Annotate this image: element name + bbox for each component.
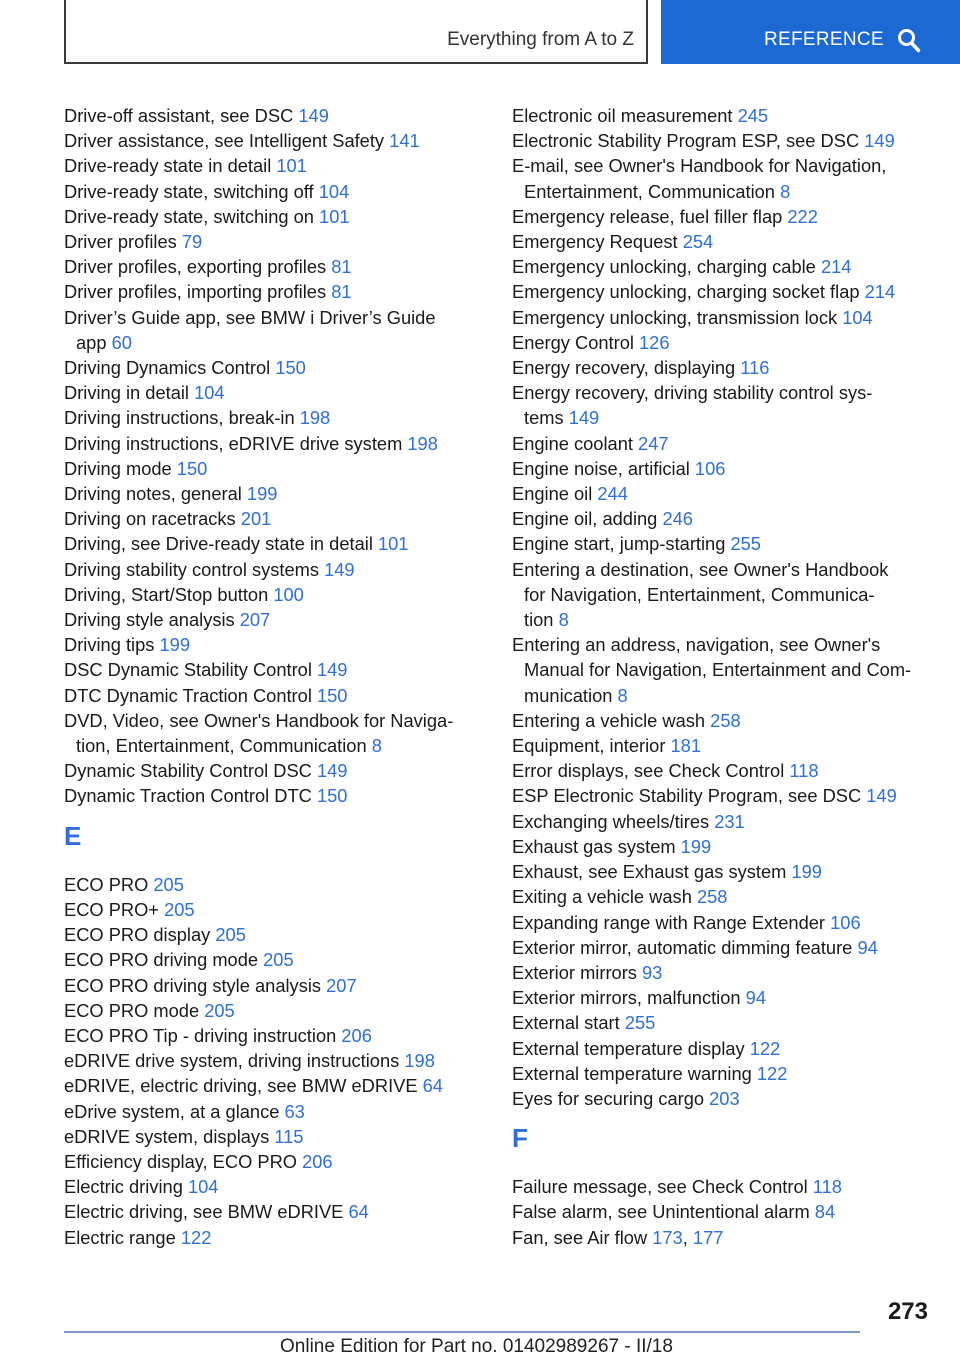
index-entry [64,1124,474,1149]
page-reference-link[interactable]: 205 [153,873,184,895]
page-reference-link[interactable]: 199 [246,483,278,505]
index-entry-text: Driving notes, general [64,483,247,505]
index-entry-text: Exterior mirror, automatic dimming feature [512,936,858,958]
page-reference-link[interactable]: 8 [780,180,791,202]
index-entry-text: app [76,331,112,353]
index-entry-text: Driver assistance, see Intelligent Safety [64,130,390,152]
index-entry [64,531,474,556]
index-entry-text: Electronic oil measurement [512,105,738,126]
index-entry-text: Drive-ready state in detail [64,155,277,177]
index-entry-text: ECO PRO+ [64,898,165,920]
index-entry-text: munication [524,684,618,706]
index-entry-text: ECO PRO [64,873,154,895]
index-entry [64,1099,474,1124]
page-reference-link[interactable]: 116 [740,357,770,379]
index-entry-text: Eyes for securing cargo [512,1087,710,1109]
page-reference-link[interactable]: 104 [194,382,225,404]
footer-edition: Online Edition for Part no. 01402989267 - II/18 [280,1336,673,1357]
index-entry [64,708,474,758]
index-column-left [64,103,474,1250]
page-reference-link[interactable]: 101 [319,205,350,227]
index-entry-text: Driving in detail [64,382,195,404]
index-entry [512,128,932,153]
page-reference-link[interactable]: 8 [617,684,628,706]
index-entry-text: Exchanging wheels/tires [512,810,715,832]
page-reference-link[interactable]: 115 [274,1125,304,1147]
index-entry [64,431,474,456]
index-entry [512,103,932,128]
index-entry-text: Expanding range with Range Extender [512,911,831,933]
index-entry-text: Exhaust gas system [512,835,681,857]
index-entry [64,657,474,682]
index-entry-text: tion [524,609,559,631]
index-entry [512,1174,932,1199]
header-section-box [64,0,648,64]
index-entry-text: Driving, see Drive-ready state in detail [64,533,378,555]
index-entry-text: ECO PRO mode [64,999,205,1021]
index-entry [512,279,932,304]
page-reference-link[interactable]: 81 [331,281,352,303]
index-entry-text: Entering an address, navigation, see Owner's [512,634,881,656]
index-entry-text: Driver profiles [64,231,182,253]
index-entry-text: Failure message, see Check Control [512,1176,813,1198]
index-entry-text: eDRIVE drive system, driving instructions [64,1050,405,1072]
page-reference-link[interactable]: 254 [682,231,714,253]
index-entry [512,1199,932,1224]
page-reference-link[interactable]: 206 [341,1024,372,1046]
index-entry [512,884,932,909]
page-reference-link[interactable]: 94 [745,987,766,1009]
index-entry-text: Driving, Start/Stop button [64,583,274,605]
index-entry [512,809,932,834]
page-reference-link[interactable]: 201 [240,508,272,530]
page-reference-link[interactable]: 84 [814,1201,836,1223]
page-reference-link[interactable]: 101 [276,155,307,177]
index-entry-text: Engine noise, artificial [512,457,695,479]
index-entry-text: Energy recovery, driving stability control sys- [512,382,873,404]
index-entry-text: Engine oil [512,483,598,505]
index-entry-text: Emergency Request [512,231,683,253]
index-entry-text: External temperature display [512,1037,750,1059]
page-reference-link[interactable]: 101 [377,533,409,555]
page-reference-link[interactable]: 149 [316,659,348,681]
page-number: 273 [887,1298,928,1325]
page-reference-link[interactable]: 149 [866,785,897,807]
index-entry [512,481,932,506]
index-entry-text: Manual for Navigation, Entertainment and Com- [524,659,912,681]
index-entry-text: E-mail, see Owner's Handbook for Navigation, [512,155,887,177]
index-entry [512,985,932,1010]
index-entry [64,1225,474,1250]
index-entry-text: Driving style analysis [64,609,240,631]
index-entry-text: External temperature warning [512,1062,757,1084]
page-reference-link[interactable]: 150 [316,684,348,706]
index-entry-text: ESP Electronic Stability Program, see DSC [512,785,867,807]
page-reference-link[interactable]: 198 [299,407,331,429]
index-entry-text: Electric range [64,1226,181,1248]
index-entry [64,998,474,1023]
index-entry [512,1036,932,1061]
page-reference-link[interactable]: 205 [215,924,246,946]
page-reference-link[interactable]: 199 [159,634,191,656]
index-entry-text: Engine coolant [512,432,639,454]
index-entry-text: Driver profiles, exporting profiles [64,256,332,278]
index-entry-text: External start [512,1012,625,1034]
page-reference-link[interactable]: 106 [694,457,726,479]
page-reference-link[interactable]: 122 [749,1037,781,1059]
index-entry [64,179,474,204]
chapter-title: REFERENCE [764,29,884,50]
page-reference-link[interactable]: 79 [181,231,203,253]
index-entry-text: Emergency release, fuel filler flap [512,205,788,227]
index-entry-text: Error displays, see Check Control [512,760,790,782]
index-entry [64,456,474,481]
index-entry-text: Driving tips [64,634,160,656]
page-reference-link[interactable]: 231 [714,810,745,832]
page-reference-link[interactable]: 258 [710,709,741,731]
index-entry [512,431,932,456]
page-reference-link[interactable]: 177 [692,1226,724,1248]
page-reference-link[interactable]: 141 [389,130,420,152]
page-reference-link[interactable]: 8 [558,609,569,631]
page-reference-link[interactable]: 205 [263,949,294,971]
page-reference-link[interactable]: 181 [670,735,702,757]
index-entry [64,607,474,632]
index-entry-text: Emergency unlocking, charging cable [512,256,821,278]
index-entry-text: Drive-off assistant, see DSC [64,105,299,126]
index-entry [512,229,932,254]
index-entry-text: Engine start, jump-starting [512,533,731,555]
index-entry [512,834,932,859]
search-icon[interactable] [897,28,921,54]
index-entry-text: Driving mode [64,457,177,479]
index-letter-heading: E [64,820,82,851]
index-entry [64,783,474,808]
page-reference-link[interactable]: 118 [812,1176,842,1198]
index-entry-text: DSC Dynamic Stability Control [64,659,317,681]
page-reference-link[interactable]: 214 [864,281,896,303]
index-entry-text: Efficiency display, ECO PRO [64,1150,303,1172]
page-reference-link[interactable]: 122 [756,1062,788,1084]
index-entry [64,229,474,254]
index-entry [64,1023,474,1048]
index-entry-text: Exterior mirrors, malfunction [512,987,746,1009]
index-entry [512,305,932,330]
page-reference-link[interactable]: 81 [331,256,352,278]
index-entry-text: Equipment, interior [512,735,671,757]
index-entry [64,405,474,430]
page-reference-link[interactable]: 255 [624,1012,656,1034]
page-reference-link[interactable]: 203 [709,1087,740,1109]
index-entry-text: eDrive system, at a glance [64,1100,285,1122]
index-entry-text: ECO PRO driving mode [64,949,264,971]
index-entry [64,897,474,922]
index-entry [512,380,932,430]
page-reference-link[interactable]: 258 [696,886,728,908]
index-entry [512,783,932,808]
page-reference-link[interactable]: 199 [791,861,822,883]
index-entry [512,204,932,229]
index-entry [512,456,932,481]
index-entry-text: Driving Dynamics Control [64,357,276,379]
index-entry-text: Exhaust, see Exhaust gas system [512,861,792,883]
page-reference-link[interactable]: 149 [568,407,600,429]
page-reference-link[interactable]: 104 [842,306,873,328]
index-entry [64,128,474,153]
index-entry [64,153,474,178]
index-entry-text: Dynamic Traction Control DTC [64,785,317,807]
index-entry [64,582,474,607]
page-reference-link[interactable]: 150 [275,357,306,379]
page-reference-link[interactable]: 199 [680,835,712,857]
index-entry-text: Electronic Stability Program ESP, see DSC [512,130,865,152]
page-reference-link[interactable]: 149 [316,760,348,782]
index-entry-text: Driver profiles, importing profiles [64,281,332,303]
page-reference-link[interactable]: 104 [187,1176,219,1198]
page-reference-link[interactable]: 246 [662,508,693,530]
page-reference-link[interactable]: 122 [180,1226,212,1248]
page-reference-link[interactable]: 100 [273,583,304,605]
index-entry-text: Driving on racetracks [64,508,241,530]
page-reference-link[interactable]: 64 [348,1201,369,1223]
page-reference-link[interactable]: 173 [652,1226,683,1248]
index-entry [64,1174,474,1199]
page-reference-link[interactable]: 255 [730,533,761,555]
index-entry [64,922,474,947]
page-reference-link[interactable]: 106 [830,911,861,933]
index-entry-text: Exterior mirrors [512,961,643,983]
index-entry [64,355,474,380]
index-entry [512,330,932,355]
index-entry-text: eDRIVE system, displays [64,1125,275,1147]
page-reference-link[interactable]: 207 [326,974,357,996]
index-entry [512,557,932,633]
index-entry [64,1048,474,1073]
index-entry [512,960,932,985]
index-entry-text: Exiting a vehicle wash [512,886,697,908]
index-entry [64,254,474,279]
page-reference-link[interactable]: 150 [316,785,348,807]
index-entry [64,279,474,304]
index-entry [512,910,932,935]
page-reference-link[interactable]: 93 [642,961,663,983]
page-reference-link[interactable]: 198 [407,432,438,454]
index-entry [512,531,932,556]
page-reference-link[interactable]: 118 [789,760,819,782]
page-reference-link[interactable]: 207 [239,609,271,631]
index-entry: Fan, see Air flow 173, 177 [512,1226,724,1248]
index-entry [512,1010,932,1035]
index-entry [64,557,474,582]
index-entry-text: Drive-ready state, switching on [64,205,320,227]
index-entry-text: ECO PRO driving style analysis [64,974,327,996]
section-title: Everything from A to Z [447,29,634,50]
index-entry [512,1061,932,1086]
page-reference-link[interactable]: 205 [164,898,195,920]
index-entry-text: ECO PRO display [64,924,216,946]
index-entry [512,1086,932,1111]
page-reference-link[interactable]: 205 [204,999,235,1021]
index-entry-text: False alarm, see Unintentional alarm [512,1201,815,1223]
page-reference-link[interactable]: 198 [404,1050,435,1072]
index-entry [64,1199,474,1224]
page-reference-link[interactable]: 149 [298,105,329,126]
page-reference-link[interactable]: 247 [638,432,669,454]
index-entry-text: Driving stability control systems [64,558,325,580]
index-entry [512,859,932,884]
index-entry-text: DTC Dynamic Traction Control [64,684,317,706]
page-reference-link[interactable]: 214 [820,256,852,278]
index-entry-text: Driver’s Guide app, see BMW i Driver’s Guide [64,306,436,328]
page-reference-link[interactable]: 150 [176,457,208,479]
index-entry [64,632,474,657]
page-reference-link[interactable]: 149 [324,558,355,580]
index-entry-text: Fan, see Air flow [512,1226,653,1248]
index-entry-text: Energy Control [512,331,640,353]
index-entry-text: Electric driving [64,1176,188,1198]
index-entry-text: Entering a destination, see Owner's Handbook [512,558,889,580]
page-reference-link[interactable]: 60 [111,331,132,353]
index-entry-text: Engine oil, adding [512,508,663,530]
page-reference-link[interactable]: 104 [318,180,350,202]
page-reference-link[interactable]: 94 [857,936,878,958]
index-entry [64,506,474,531]
index-entry-text: Driving instructions, eDRIVE drive system [64,432,408,454]
index-entry-text: Energy recovery, displaying [512,357,741,379]
index-entry [64,872,474,897]
index-entry [512,632,932,708]
index-entry [64,103,474,128]
index-entry [64,683,474,708]
index-letter-heading: F [512,1123,528,1154]
page-reference-link[interactable]: 64 [422,1075,443,1097]
index-column-right [512,103,932,1250]
index-entry [512,733,932,758]
index-entry [512,355,932,380]
index-entry [64,481,474,506]
index-entry-text: Entertainment, Communication [524,180,781,202]
page-reference-link[interactable]: 245 [737,105,769,126]
index-entry-text: ECO PRO Tip - driving instruction [64,1024,342,1046]
index-entry [64,1073,474,1098]
index-entry-text: tion, Entertainment, Communication [76,735,372,757]
index-entry [512,254,932,279]
index-entry [64,204,474,229]
index-entry-text: DVD, Video, see Owner's Handbook for Naviga- [64,709,454,731]
index-entry [512,935,932,960]
page-reference-link[interactable]: 149 [864,130,895,152]
index-entry [512,708,932,733]
page-reference-link[interactable]: 8 [371,735,382,757]
page-reference-link[interactable]: 244 [597,483,628,505]
footer-divider [64,1331,860,1333]
index-entry [64,758,474,783]
index-entry-text: for Navigation, Entertainment, Communica- [524,583,875,605]
page-reference-link[interactable]: 63 [284,1100,305,1122]
index-entry-text: Electric driving, see BMW eDRIVE [64,1201,349,1223]
index-entry-text: Driving instructions, break-in [64,407,300,429]
index-entry [512,153,932,203]
page-reference-link[interactable]: 206 [302,1150,333,1172]
header-chapter-tab[interactable] [661,0,960,64]
page-reference-link[interactable]: 126 [639,331,670,353]
index-entry-text: Entering a vehicle wash [512,709,711,731]
index-entry [64,380,474,405]
index-entry [512,758,932,783]
index-entry [64,1149,474,1174]
index-entry [64,947,474,972]
index-entry-text: Emergency unlocking, charging socket flap [512,281,865,303]
index-entry [64,305,474,355]
page-reference-link[interactable]: 222 [787,205,818,227]
index-entry [64,973,474,998]
index-entry-text: tems [524,407,569,429]
index-entry-text: eDRIVE, electric driving, see BMW eDRIVE [64,1075,423,1097]
index-entry-text: Dynamic Stability Control DSC [64,760,317,782]
index-entry [512,506,932,531]
index-entry-text: Drive-ready state, switching off [64,180,319,202]
index-entry-text: Emergency unlocking, transmission lock [512,306,843,328]
